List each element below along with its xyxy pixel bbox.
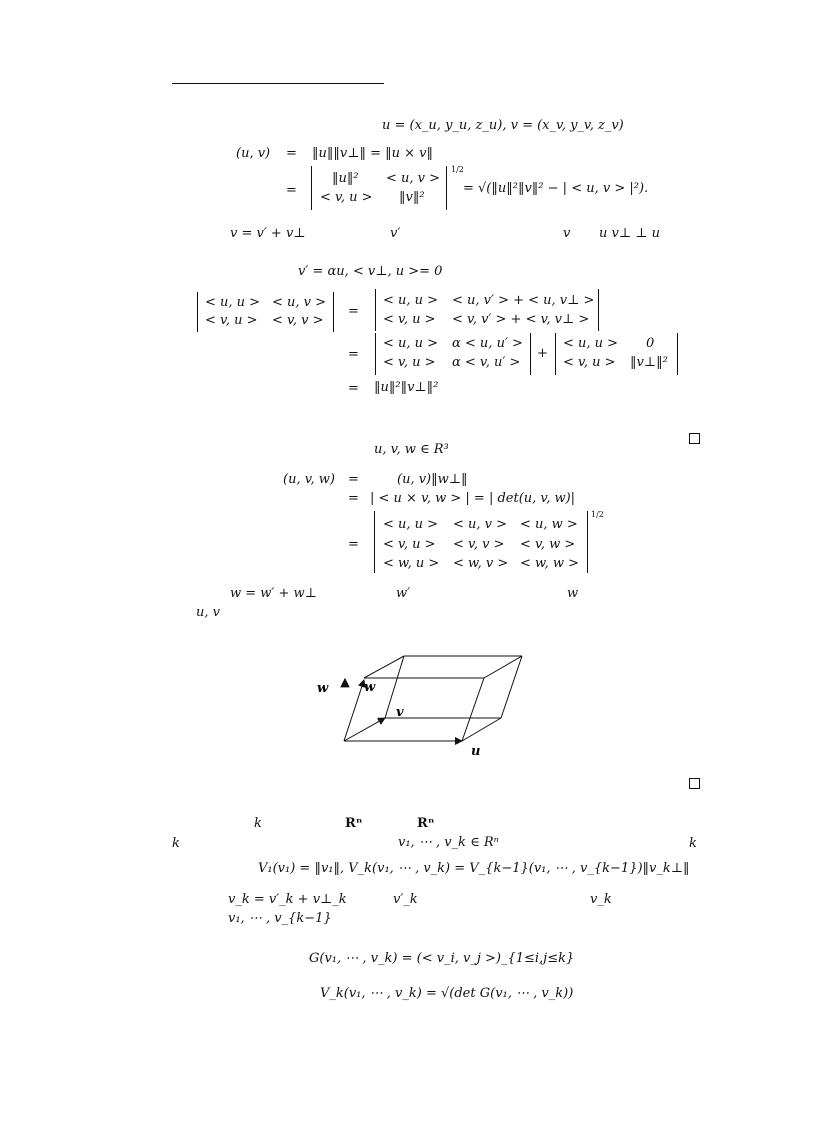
qed-box-1 (689, 433, 700, 444)
gen-k2: k (172, 836, 180, 851)
uvw-in-R3: u, v, w ∈ R³ (374, 442, 449, 457)
vol-g13: < u, w > (520, 517, 578, 532)
area-half-exponent: 1/2 (451, 165, 464, 174)
decomp-w-c: w (567, 586, 579, 601)
gram2-l12: < u, v > (272, 295, 327, 310)
vol-g23: < v, w > (520, 537, 576, 552)
figure-label-w-outer: w (317, 681, 329, 696)
gram2-r12: < u, v′ > + < u, v⊥ > (452, 293, 595, 308)
gram2-l-left-bar (197, 292, 198, 332)
qed-box-2 (689, 778, 700, 789)
parallelepiped-figure (300, 645, 540, 765)
gram2-l21: < v, u > (205, 313, 258, 328)
decomp-v-c: v (563, 226, 571, 241)
decomp-w-d: u, v (196, 605, 220, 620)
figure-label-u: u (471, 744, 481, 759)
area-m22: ‖v‖² (399, 190, 425, 205)
vol-g31: < w, u > (383, 556, 440, 571)
gen-k1: k (254, 816, 262, 831)
decomp-v-a: v = v′ + v⊥ (230, 226, 306, 241)
gram2-r22: < v, v′ > + < v, v⊥ > (452, 312, 590, 327)
gram2-eqB: = (348, 347, 359, 362)
gram2-r-right-bar (598, 289, 599, 331)
gram2-t-left-bar (555, 333, 556, 375)
vol-g11: < u, u > (383, 517, 439, 532)
area-det-left-bar (311, 166, 312, 210)
gen-dk-c: v_k (590, 892, 612, 907)
area-rhs1: ‖u‖‖v⊥‖ = ‖u × v‖ (312, 146, 433, 161)
area-rhs2: = √(‖u‖²‖v‖² − | < u, v > |²). (463, 181, 649, 196)
vol-e3: = (348, 537, 359, 552)
gram2-t22: ‖v⊥‖² (630, 355, 668, 370)
header-rule (172, 83, 384, 84)
area-m12: < u, v > (386, 171, 441, 186)
vol-g33: < w, w > (520, 556, 580, 571)
vol-g12: < u, v > (453, 517, 508, 532)
area-det-right-bar (446, 166, 447, 210)
area-eq1: = (286, 146, 297, 161)
gen-Rn1: Rⁿ (345, 816, 363, 831)
gram2-final: ‖u‖²‖v⊥‖² (374, 380, 439, 395)
gen-dk-d: v₁, ⋯ , v_{k−1} (228, 911, 332, 926)
vol-g22: < v, v > (453, 537, 505, 552)
gram2-r11: < u, u > (383, 293, 439, 308)
vol-det-left-bar (374, 511, 375, 573)
gen-V-def: V₁(v₁) = ‖v₁‖, V_k(v₁, ⋯ , v_k) = V_{k−1}(v₁, ⋯ , v_{k−1})‖v_k⊥‖ (258, 861, 690, 876)
gram2-t-right-bar (677, 333, 678, 375)
vol-g21: < v, u > (383, 537, 436, 552)
gram2-s-right-bar (530, 333, 531, 375)
vol-half-exponent: 1/2 (591, 510, 604, 519)
vol-g32: < w, v > (453, 556, 509, 571)
decomp-v-d: u v⊥ ⊥ u (599, 226, 660, 241)
gram2-r-left-bar (375, 289, 376, 331)
gram2-eqC: = (348, 381, 359, 396)
vol-r2: | < u × v, w > | = | det(u, v, w)| (370, 491, 576, 506)
gen-Vk-det: V_k(v₁, ⋯ , v_k) = √(det G(v₁, ⋯ , v_k)) (320, 986, 574, 1001)
gram2-t21: < v, u > (563, 355, 616, 370)
gram2-s-left-bar (375, 333, 376, 375)
gram2-l22: < v, v > (272, 313, 324, 328)
vol-r1: (u, v)‖w⊥‖ (397, 472, 468, 487)
gram2-t11: < u, u > (563, 336, 619, 351)
figure-label-w-inner: w (364, 680, 376, 695)
gram2-plus: + (537, 346, 548, 361)
gen-dk-a: v_k = v′_k + v⊥_k (228, 892, 347, 907)
decomp-w-a: w = w′ + w⊥ (230, 586, 317, 601)
vol-lhs: (u, v, w) (283, 472, 335, 487)
decomp-w-b: w′ (396, 586, 411, 601)
gram2-r21: < v, u > (383, 312, 436, 327)
area-eq2: = (286, 183, 297, 198)
gen-vecs: v₁, ⋯ , v_k ∈ Rⁿ (398, 835, 499, 850)
gram2-s21: < v, u > (383, 355, 436, 370)
area-m21: < v, u > (320, 190, 373, 205)
gram2-l-right-bar (333, 292, 334, 332)
vol-e2: = (348, 491, 359, 506)
gen-G-def: G(v₁, ⋯ , v_k) = (< v_i, v_j >)_{1≤i,j≤k} (309, 951, 575, 966)
gram2-s22: α < v, u′ > (452, 355, 521, 370)
figure-label-v: v (396, 705, 404, 720)
gram2-t12: 0 (646, 336, 655, 351)
eq-uv-definition: u = (x_u, y_u, z_u), v = (x_v, y_v, z_v) (382, 118, 624, 133)
gen-Rn2: Rⁿ (417, 816, 435, 831)
gram2-s11: < u, u > (383, 336, 439, 351)
vprime-eq: v′ = αu, < v⊥, u >= 0 (298, 264, 443, 279)
area-lhs: (u, v) (236, 146, 271, 161)
vol-e1: = (348, 472, 359, 487)
gram2-eqA: = (348, 304, 359, 319)
decomp-v-b: v′ (390, 226, 401, 241)
gram2-l11: < u, u > (205, 295, 261, 310)
vol-det-right-bar (587, 511, 588, 573)
gen-dk-b: v′_k (393, 892, 418, 907)
area-m11: ‖u‖² (332, 171, 359, 186)
gram2-s12: α < u, u′ > (452, 336, 523, 351)
gen-k3: k (689, 836, 697, 851)
